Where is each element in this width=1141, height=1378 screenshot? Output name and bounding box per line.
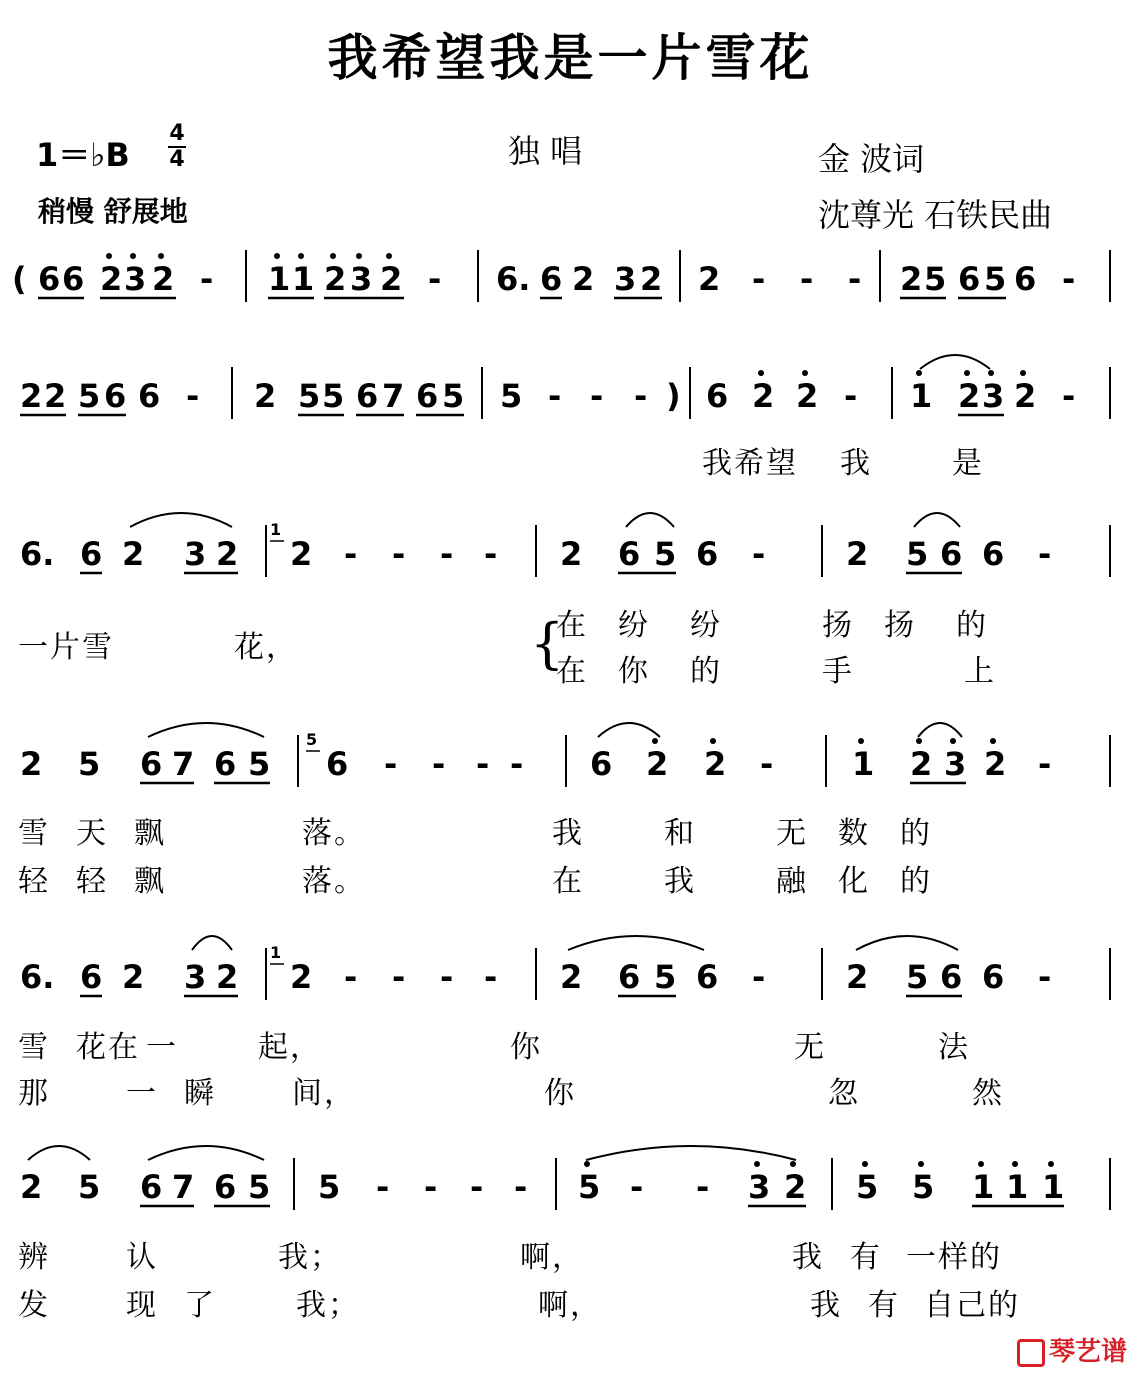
note: 6 <box>940 958 963 996</box>
note: - <box>800 260 814 298</box>
lyric-line-2c <box>556 646 996 690</box>
note: - <box>696 1168 710 1206</box>
note: 2 <box>698 260 721 298</box>
octave-dot <box>916 738 922 744</box>
lyric: 我 <box>810 1288 842 1323</box>
note: 6 <box>940 535 963 573</box>
note: 2 <box>20 1168 43 1206</box>
lyric: 融 <box>776 864 808 899</box>
note: - <box>344 535 358 573</box>
lyric: 在 <box>552 864 584 899</box>
note: 2 <box>380 260 403 298</box>
note: 1 <box>292 260 315 298</box>
lyric: 落。 <box>302 816 366 851</box>
note: - <box>510 745 524 783</box>
lyric: 落。 <box>302 864 366 899</box>
time-sig-bottom: 4 <box>169 147 185 172</box>
note: 6 <box>140 1168 163 1206</box>
lyric: 有 <box>868 1288 900 1323</box>
lyric: 一片雪 <box>18 630 114 665</box>
note: 2 <box>796 377 819 415</box>
note: 2 <box>290 958 313 996</box>
note: 6 <box>1014 260 1037 298</box>
note: 5 <box>578 1168 601 1206</box>
logo-icon <box>1017 1339 1045 1367</box>
octave-dot <box>652 738 658 744</box>
volta-number: 1 <box>270 943 282 962</box>
octave-dot <box>584 1161 590 1167</box>
note: 6 <box>618 958 641 996</box>
note: 6 <box>326 745 349 783</box>
lyric: 了 <box>184 1288 216 1323</box>
note: 5 <box>78 1168 101 1206</box>
note: 5 <box>654 958 677 996</box>
note: 6 <box>696 535 719 573</box>
slur-arc <box>920 355 990 369</box>
note: 3 <box>982 377 1005 415</box>
lyric: 我 <box>792 1240 824 1275</box>
note: - <box>484 958 498 996</box>
lyric: 起， <box>258 1030 322 1065</box>
lyric: 发 <box>18 1288 50 1323</box>
note: - <box>424 1168 438 1206</box>
lyric: 那 <box>18 1076 50 1111</box>
note: 5 <box>78 377 101 415</box>
note: 2 <box>216 535 239 573</box>
note: - <box>200 260 214 298</box>
lyric: 我； <box>278 1240 342 1275</box>
lyric: 我； <box>296 1288 360 1323</box>
slur-arc <box>914 513 960 527</box>
octave-dot <box>130 253 136 259</box>
key-signature: 1＝♭B <box>36 136 130 174</box>
lyric: 飘 <box>134 816 166 851</box>
note: 1 <box>268 260 291 298</box>
paren: ) <box>666 377 681 415</box>
lyric: 我 <box>552 816 584 851</box>
lyric: 一 <box>126 1076 158 1111</box>
note: - <box>1038 745 1052 783</box>
note: - <box>752 260 766 298</box>
lyric: 我 <box>664 864 696 899</box>
note: 6 <box>214 1168 237 1206</box>
note: - <box>432 745 446 783</box>
note: 2 <box>900 260 923 298</box>
slur-arc <box>598 723 660 737</box>
lyric: 我 <box>840 446 872 481</box>
note: 3 <box>350 260 373 298</box>
octave-dot <box>754 1161 760 1167</box>
note: 6 <box>80 535 103 573</box>
lyric: 你 <box>618 654 650 689</box>
lyric: 上 <box>964 654 996 689</box>
note: 5 <box>924 260 947 298</box>
volta-number: 1 <box>270 520 282 539</box>
note: - <box>484 535 498 573</box>
lyric: 辨 <box>18 1240 50 1275</box>
note: 6 <box>958 260 981 298</box>
note: 2 <box>324 260 347 298</box>
lyric: 现 <box>126 1288 158 1323</box>
note: 5 <box>78 745 101 783</box>
note: 3 <box>184 958 207 996</box>
note: - <box>548 377 562 415</box>
lyric: 的 <box>900 864 932 899</box>
octave-dot <box>274 253 280 259</box>
note: 5 <box>984 260 1007 298</box>
note: 2 <box>846 958 869 996</box>
note: 2 <box>254 377 277 415</box>
lyric: 我希望 <box>702 446 798 481</box>
lyric-line-2b <box>556 600 988 644</box>
note: - <box>428 260 442 298</box>
note: 6 <box>696 958 719 996</box>
note: - <box>476 745 490 783</box>
composer: 沈尊光 石铁民曲 <box>818 196 1053 234</box>
note: 6 <box>982 958 1005 996</box>
note: 2 <box>784 1168 807 1206</box>
octave-dot <box>386 253 392 259</box>
note: 2 <box>152 260 175 298</box>
note: - <box>470 1168 484 1206</box>
note: - <box>186 377 200 415</box>
lyric: 雪 <box>18 816 50 851</box>
note: 6. <box>496 260 531 298</box>
note: 2 <box>846 535 869 573</box>
note: - <box>344 958 358 996</box>
note: 2 <box>290 535 313 573</box>
note: 5 <box>906 535 929 573</box>
note: 2 <box>646 745 669 783</box>
note: 7 <box>382 377 405 415</box>
note: - <box>514 1168 528 1206</box>
octave-dot <box>858 738 864 744</box>
slur-arc <box>626 513 674 527</box>
lyric: 数 <box>838 816 870 851</box>
lyric: 一样的 <box>906 1240 1002 1275</box>
lyricist: 金 波词 <box>818 140 925 178</box>
lyric: 间， <box>292 1076 356 1111</box>
watermark-logo <box>1017 1331 1127 1368</box>
lyric: 在 <box>556 608 588 643</box>
lyric: 花在 <box>76 1030 140 1065</box>
note: 7 <box>172 1168 195 1206</box>
octave-dot <box>988 370 994 376</box>
note: 6 <box>38 260 61 298</box>
lyric: 认 <box>126 1240 158 1275</box>
octave-dot <box>298 253 304 259</box>
note: 2 <box>984 745 1007 783</box>
note: 6 <box>80 958 103 996</box>
note: 6 <box>62 260 85 298</box>
note: - <box>384 745 398 783</box>
slur-arc <box>918 723 962 737</box>
note: 2 <box>752 377 775 415</box>
note: 6 <box>590 745 613 783</box>
note: 2 <box>640 260 663 298</box>
note: 3 <box>124 260 147 298</box>
note: 1 <box>1042 1168 1065 1206</box>
time-sig-top: 4 <box>169 121 185 146</box>
note: 5 <box>654 535 677 573</box>
note: - <box>1038 958 1052 996</box>
note: 5 <box>442 377 465 415</box>
note: 3 <box>748 1168 771 1206</box>
octave-dot <box>158 253 164 259</box>
note: 2 <box>958 377 981 415</box>
note: - <box>760 745 774 783</box>
note: 2 <box>216 958 239 996</box>
lyric: 和 <box>664 816 696 851</box>
lyric: 手 <box>822 654 854 689</box>
octave-dot <box>758 370 764 376</box>
note: - <box>752 958 766 996</box>
lyric: 在 <box>556 654 588 689</box>
tempo-marking: 稍慢 舒展地 <box>38 195 188 228</box>
lyric: 啊， <box>520 1240 584 1275</box>
lyric: 花， <box>234 630 298 665</box>
note: - <box>392 535 406 573</box>
note: 2 <box>704 745 727 783</box>
lyric: 扬 <box>822 608 854 643</box>
lyric: 雪 <box>18 1030 50 1065</box>
lyric: 飘 <box>134 864 166 899</box>
octave-dot <box>356 253 362 259</box>
note: 6. <box>20 958 55 996</box>
lyric: 你 <box>510 1030 542 1065</box>
lyric: 化 <box>838 864 870 899</box>
note: 5 <box>856 1168 879 1206</box>
note: - <box>634 377 648 415</box>
note: 2 <box>44 377 67 415</box>
slur-arc <box>568 936 704 950</box>
volta-number: 5 <box>306 730 318 749</box>
note: 1 <box>910 377 933 415</box>
lyric-line-4b <box>18 1068 1004 1112</box>
slur-arc <box>586 1146 796 1160</box>
note: 6. <box>20 535 55 573</box>
lyric: 无 <box>776 816 808 851</box>
note: 5 <box>248 1168 271 1206</box>
note: 2 <box>20 745 43 783</box>
octave-dot <box>330 253 336 259</box>
octave-dot <box>802 370 808 376</box>
note: 2 <box>1014 377 1037 415</box>
note: - <box>440 535 454 573</box>
octave-dot <box>990 738 996 744</box>
note: 6 <box>138 377 161 415</box>
note: - <box>630 1168 644 1206</box>
octave-dot <box>950 738 956 744</box>
slur-arc <box>130 513 232 527</box>
octave-dot <box>862 1161 868 1167</box>
note: 3 <box>184 535 207 573</box>
lyric-line-1 <box>702 438 984 482</box>
lyric: 纷 <box>690 608 722 643</box>
note: 5 <box>298 377 321 415</box>
lyric: 扬 <box>884 608 916 643</box>
note: 1 <box>852 745 875 783</box>
octave-dot <box>916 370 922 376</box>
note: 2 <box>560 958 583 996</box>
note: 6 <box>356 377 379 415</box>
note: - <box>752 535 766 573</box>
note: 5 <box>248 745 271 783</box>
octave-dot <box>1020 370 1026 376</box>
lyric: 的 <box>690 654 722 689</box>
note: 5 <box>912 1168 935 1206</box>
lyric: 一 <box>146 1030 178 1065</box>
note: 2 <box>572 260 595 298</box>
note: - <box>590 377 604 415</box>
note: - <box>844 377 858 415</box>
note: 6 <box>618 535 641 573</box>
note: - <box>1038 535 1052 573</box>
lyric: 是 <box>952 446 984 481</box>
note: 3 <box>614 260 637 298</box>
lyric: 无 <box>794 1030 826 1065</box>
slur-arc <box>148 723 264 737</box>
slur-arc <box>192 936 232 950</box>
lyric-line-3a <box>18 808 932 852</box>
note: 6 <box>416 377 439 415</box>
note: 7 <box>172 745 195 783</box>
note: 5 <box>906 958 929 996</box>
lyric: 啊， <box>538 1288 602 1323</box>
lyric: 天 <box>76 816 108 851</box>
slur-arc <box>148 1146 264 1160</box>
note: - <box>376 1168 390 1206</box>
note: 5 <box>500 377 523 415</box>
note: 6 <box>140 745 163 783</box>
octave-dot <box>1012 1161 1018 1167</box>
lyric-line-4a <box>18 1022 970 1066</box>
note: - <box>848 260 862 298</box>
lyric: 瞬 <box>184 1076 216 1111</box>
lyric-line-5b <box>18 1280 1020 1324</box>
paren: ( <box>12 260 27 298</box>
note: 1 <box>972 1168 995 1206</box>
lyric: 有 <box>850 1240 882 1275</box>
octave-dot <box>964 370 970 376</box>
lyric: 然 <box>972 1076 1004 1111</box>
octave-dot <box>790 1161 796 1167</box>
lyric: 的 <box>900 816 932 851</box>
note: 5 <box>322 377 345 415</box>
note: 5 <box>318 1168 341 1206</box>
note: - <box>392 958 406 996</box>
lyric-line-5a <box>18 1232 1002 1276</box>
note: 6 <box>214 745 237 783</box>
note: 1 <box>1006 1168 1029 1206</box>
octave-dot <box>1048 1161 1054 1167</box>
performance-type: 独 唱 <box>508 132 583 170</box>
octave-dot <box>978 1161 984 1167</box>
lyric: 法 <box>938 1030 970 1065</box>
lyric-line-3b <box>18 856 932 900</box>
note: - <box>1062 377 1076 415</box>
page-title: 我希望我是一片雪花 <box>327 28 814 87</box>
slur-arc <box>856 936 958 950</box>
note: 2 <box>910 745 933 783</box>
lyric: 轻 <box>18 864 50 899</box>
slur-arc <box>28 1146 90 1160</box>
octave-dot <box>106 253 112 259</box>
lyric-line-2a <box>18 622 298 666</box>
lyric: 的 <box>956 608 988 643</box>
note: 6 <box>706 377 729 415</box>
note: 2 <box>560 535 583 573</box>
note: 6 <box>982 535 1005 573</box>
note: - <box>440 958 454 996</box>
note: 2 <box>122 958 145 996</box>
lyric: 自己的 <box>924 1288 1020 1323</box>
note: 2 <box>100 260 123 298</box>
lyric: 忽 <box>828 1076 860 1111</box>
note: 3 <box>944 745 967 783</box>
note: 6 <box>104 377 127 415</box>
note: 2 <box>20 377 43 415</box>
lyric: 你 <box>544 1076 576 1111</box>
octave-dot <box>710 738 716 744</box>
note: 2 <box>122 535 145 573</box>
lyric: 轻 <box>76 864 108 899</box>
note: - <box>1062 260 1076 298</box>
watermark-text: 琴艺谱 <box>1048 1337 1127 1367</box>
note: 6 <box>540 260 563 298</box>
verse-brace: { <box>530 612 565 675</box>
lyric: 纷 <box>618 608 650 643</box>
octave-dot <box>918 1161 924 1167</box>
